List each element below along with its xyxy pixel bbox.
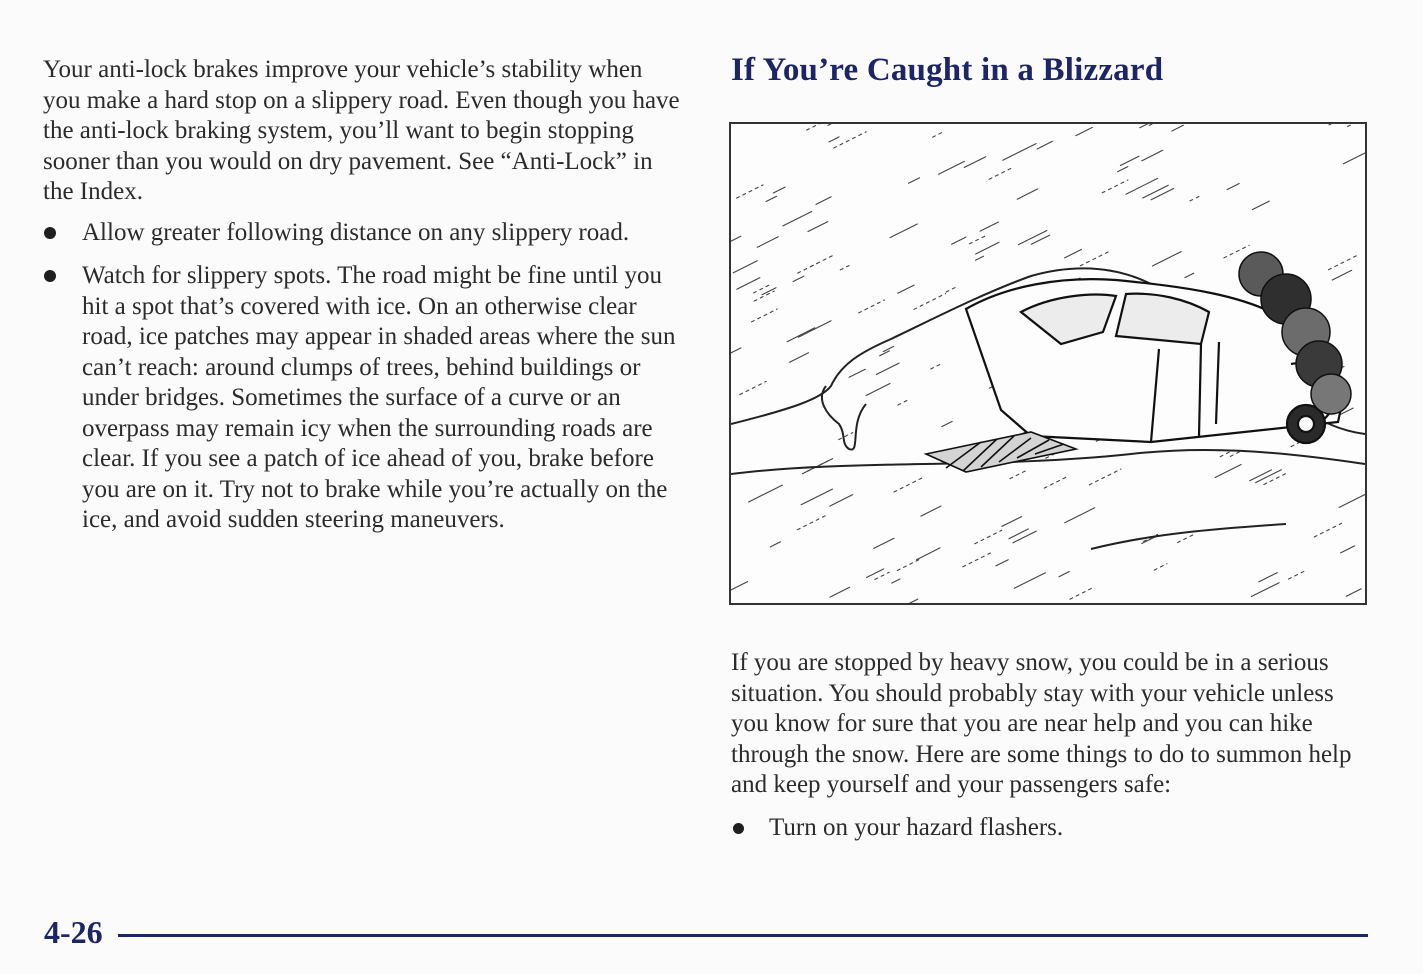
snow-streak xyxy=(1089,469,1121,485)
snow-streak xyxy=(830,495,853,507)
snow-streak xyxy=(1013,531,1036,543)
blizzard-illustration xyxy=(729,122,1367,605)
snow-streak xyxy=(946,287,956,292)
footer-rule xyxy=(118,934,1368,937)
snow-streak xyxy=(1102,180,1128,193)
bullet-text: Turn on your hazard flashers. xyxy=(769,813,1064,841)
snow-streak xyxy=(874,538,894,548)
snow-streak xyxy=(914,294,946,310)
snow-streak xyxy=(770,542,780,547)
snow-streak xyxy=(1329,124,1345,125)
snow-streak xyxy=(1252,201,1269,210)
snow-streak xyxy=(910,599,918,603)
snow-streak xyxy=(849,369,865,377)
snow-streak xyxy=(909,178,920,184)
snow-streak xyxy=(798,264,817,274)
snow-streak xyxy=(1343,149,1365,164)
snow-streak xyxy=(752,309,778,322)
snow-streak xyxy=(996,560,1008,566)
snow-streak xyxy=(740,381,766,394)
bullet-icon xyxy=(44,270,56,282)
snow-streak xyxy=(757,237,778,248)
snow-streak xyxy=(1215,465,1241,478)
snow-streak xyxy=(733,261,757,273)
snow-streak xyxy=(1070,587,1095,599)
snow-streak xyxy=(1044,477,1067,489)
snow-streak xyxy=(1348,124,1359,127)
snow-streak xyxy=(969,236,985,244)
snow-streak xyxy=(1346,589,1361,597)
snow-streak xyxy=(1250,470,1272,481)
snow-streak xyxy=(880,351,890,356)
snow-streak xyxy=(989,168,1012,180)
snow-streak xyxy=(1009,529,1029,539)
snow-streak xyxy=(1151,189,1174,200)
snow-streak xyxy=(921,506,941,516)
snow-streak xyxy=(939,161,965,174)
snow-streak xyxy=(1314,523,1341,537)
snow-streak xyxy=(798,321,831,337)
snow-streak xyxy=(1140,124,1149,128)
snow-streak xyxy=(1120,156,1139,165)
list-item xyxy=(731,813,1371,844)
snow-streak xyxy=(1329,254,1360,270)
snow-streak xyxy=(731,236,741,242)
snow-streak xyxy=(894,477,924,492)
snow-streak xyxy=(898,399,909,405)
snow-streak xyxy=(976,256,984,260)
snow-streak xyxy=(793,276,804,281)
bullet-text: Watch for slippery spots. The road might be fine until you hit a spot that’s covered with ice. On an otherwise clear road, ice patches may appear in shaded areas where the sun can’t reach: around clumps of trees, behind buildings or under bridges. Sometimes the surface of a curve or an overpass may remain icy when the surrounding roads are clear. If you see a patch of ice ahead of you, brake before you are on it. Try not to brake while you’re actually on the ice, and avoid sudden steering maneuvers. xyxy=(82,262,676,533)
snow-streak xyxy=(980,222,998,231)
snow-streak xyxy=(963,553,991,567)
snow-streak xyxy=(1264,473,1287,484)
right-column xyxy=(731,648,1371,856)
snow-streak xyxy=(976,242,999,254)
snow-streak xyxy=(1185,273,1194,277)
snow-streak xyxy=(1143,185,1169,198)
snow-streak xyxy=(1126,178,1158,194)
snow-streak xyxy=(737,185,763,198)
snow-streak xyxy=(952,237,966,244)
snow-streak xyxy=(975,530,1002,543)
page-number: 4-26 xyxy=(44,914,103,950)
blizzard-paragraph: If you are stopped by heavy snow, you could be in a serious situation. You should probably stay with your vehicle unless you know for sure that you are near help and you can hike through the snow. Here are some things to do to summon help and keep yourself and your passengers safe: xyxy=(731,649,1352,798)
snow-streak xyxy=(964,157,986,168)
snow-streak xyxy=(1259,573,1278,582)
left-column xyxy=(43,55,683,549)
snow-streak xyxy=(787,328,815,342)
snow-streak xyxy=(830,587,850,597)
snow-streak xyxy=(1154,564,1167,570)
bullet-text: Allow greater following distance on any slippery road. xyxy=(82,218,630,246)
snow-streak xyxy=(797,515,826,530)
snow-streak xyxy=(1339,491,1365,507)
bullet-icon xyxy=(733,823,744,834)
snow-streak xyxy=(731,582,748,594)
snow-streak xyxy=(1289,570,1307,579)
snow-streak xyxy=(783,212,812,226)
snow-streak xyxy=(790,353,809,363)
snow-streak xyxy=(1037,141,1052,149)
snow-streak xyxy=(1017,189,1037,199)
snow-streak xyxy=(1010,470,1027,478)
snow-streak xyxy=(1076,127,1092,135)
snow-streak xyxy=(829,137,839,142)
snow-streak xyxy=(1227,184,1239,190)
snow-streak xyxy=(737,278,760,290)
snow-streak xyxy=(1080,251,1109,265)
snow-streak xyxy=(749,485,783,502)
list-item xyxy=(43,218,683,249)
snow-streak xyxy=(942,421,952,426)
snow-streak xyxy=(1142,150,1163,161)
snow-streak xyxy=(754,291,774,301)
snow-streak xyxy=(866,384,890,396)
snow-streak xyxy=(1118,167,1128,172)
snow-streak xyxy=(898,285,914,293)
snow-streak xyxy=(828,124,858,125)
snow-streak xyxy=(1065,508,1095,523)
snow-streak xyxy=(1341,546,1355,553)
right-bullet-list xyxy=(731,813,1371,844)
snow-streak xyxy=(892,579,900,583)
snow-streak xyxy=(1230,451,1241,456)
snow-streak xyxy=(1059,572,1069,577)
snow-streak xyxy=(875,572,889,579)
snow-streak xyxy=(811,254,836,266)
snow-streak xyxy=(1152,252,1181,266)
snow-streak xyxy=(933,132,943,137)
snow-streak xyxy=(816,197,831,205)
snow-streak xyxy=(773,187,785,193)
snow-streak xyxy=(890,224,917,238)
section-heading: If You’re Caught in a Blizzard xyxy=(731,52,1164,88)
snow-streak xyxy=(1003,144,1036,161)
list-item xyxy=(43,261,683,536)
snow-streak xyxy=(731,348,741,358)
snow-streak xyxy=(917,548,941,560)
snow-streak xyxy=(897,558,922,570)
snow-streak xyxy=(876,363,899,374)
bullet-icon xyxy=(44,227,56,239)
snow-streak xyxy=(808,222,828,232)
snow-streak xyxy=(1019,231,1047,245)
snow-streak xyxy=(1065,249,1082,258)
snow-streak xyxy=(834,132,866,148)
snow-streak xyxy=(1178,534,1195,543)
snow-streak xyxy=(1224,245,1249,258)
snow-streak xyxy=(839,433,853,440)
snow-streak xyxy=(801,489,832,505)
snow-streak xyxy=(1002,517,1022,527)
snow-streak xyxy=(1190,195,1202,201)
intro-paragraph: Your anti-lock brakes improve your vehicle’s stability when you make a hard stop on a slippery road. Even though you have the anti-lock braking system, you’ll want to begin stopping sooner than you would on dry pavement. See “Anti-Lock” in the Index. xyxy=(43,56,680,205)
snow-streak xyxy=(1149,124,1162,125)
snow-streak xyxy=(1332,270,1351,280)
snow-streak xyxy=(1251,583,1279,597)
snow-streak xyxy=(1014,573,1045,589)
snow-streak xyxy=(859,300,885,313)
snow-streak xyxy=(931,364,941,369)
left-bullet-list xyxy=(43,218,683,536)
snow-streak xyxy=(766,196,777,201)
snow-streak xyxy=(840,266,849,270)
snow-streak xyxy=(1172,125,1183,131)
